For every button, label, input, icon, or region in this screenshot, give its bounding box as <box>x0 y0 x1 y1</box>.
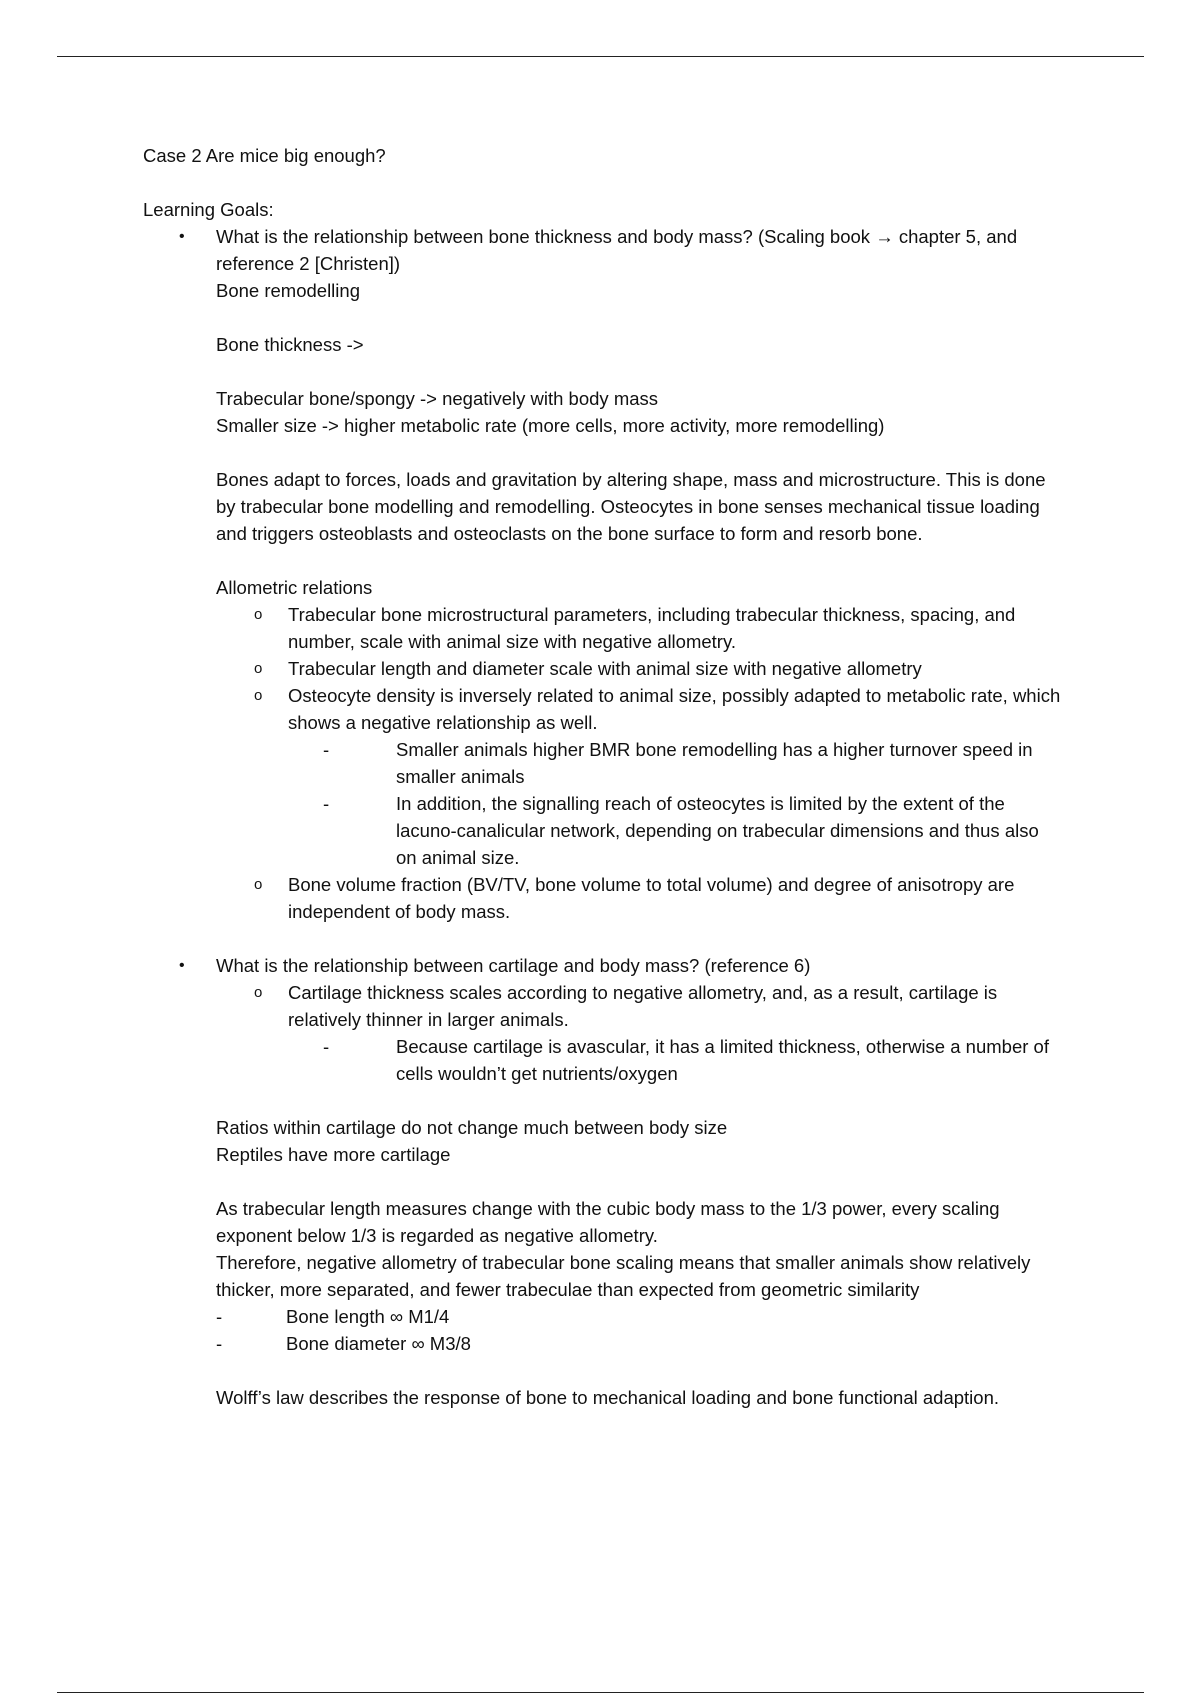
sub-list-item-text: Because cartilage is avascular, it has a limited thickness, otherwise a number of cells wouldn’t get nutrients/oxygen <box>396 1036 1049 1084</box>
list-item <box>143 682 1063 736</box>
goal-item <box>143 952 1063 979</box>
list-item <box>143 655 1063 682</box>
paragraph: Therefore, negative allometry of trabecular bone scaling means that smaller animals show relatively thicker, more separated, and fewer trabeculae than expected from geometric similarity <box>216 1252 1031 1300</box>
bullet-icon: • <box>179 228 185 245</box>
list-item <box>143 979 1063 1033</box>
paragraph: As trabecular length measures change with the cubic body mass to the 1/3 power, every scaling exponent below 1/3 is regarded as negative allometry. <box>216 1198 1000 1246</box>
list-item-text: Cartilage thickness scales according to negative allometry, and, as a result, cartilage is relatively thinner in larger animals. <box>288 982 998 1030</box>
circle-bullet-icon: o <box>254 876 263 893</box>
goal-text: What is the relationship between bone thickness and body mass? (Scaling book → chapter 5, and reference 2 [Christen]) <box>216 226 1018 274</box>
learning-goals-label: Learning Goals: <box>143 199 274 220</box>
list-item <box>143 601 1063 655</box>
note-line: Bone thickness -> <box>216 334 364 355</box>
bullet-icon: • <box>179 957 185 974</box>
circle-bullet-icon: o <box>254 660 263 677</box>
paragraph: Bones adapt to forces, loads and gravitation by altering shape, mass and microstructure. This is done by trabecular bone modelling and remodelling. Osteocytes in bone senses mechanical tissue loading and triggers osteoblasts and osteoclasts on the bone surface to form and resorb bone. <box>216 469 1046 544</box>
dash-bullet-icon: - <box>216 1306 223 1327</box>
sub-list-item <box>143 790 1063 871</box>
circle-bullet-icon: o <box>254 687 263 704</box>
header-rule <box>57 56 1144 57</box>
dash-bullet-icon: - <box>323 739 330 760</box>
formula-item <box>143 1303 1063 1330</box>
dash-bullet-icon: - <box>216 1333 223 1354</box>
formula-item <box>143 1330 1063 1357</box>
note-line: Ratios within cartilage do not change much between body size <box>216 1117 728 1138</box>
list-item-text: Bone volume fraction (BV/TV, bone volume to total volume) and degree of anisotropy are independent of body mass. <box>288 874 1015 922</box>
subheading: Allometric relations <box>216 577 373 598</box>
circle-bullet-icon: o <box>254 984 263 1001</box>
list-item-text: Trabecular bone microstructural parameters, including trabecular thickness, spacing, and number, scale with animal size with negative allometry. <box>288 604 1016 652</box>
document-body <box>143 142 1063 1411</box>
sub-list-item-text: In addition, the signalling reach of osteocytes is limited by the extent of the lacuno-canalicular network, depending on trabecular dimensions and thus also on animal size. <box>396 793 1039 868</box>
sub-list-item <box>143 1033 1063 1087</box>
goal-item <box>143 223 1063 277</box>
doc-title: Case 2 Are mice big enough? <box>143 145 386 166</box>
paragraph: Wolff’s law describes the response of bone to mechanical loading and bone functional adaption. <box>216 1387 999 1408</box>
dash-bullet-icon: - <box>323 793 330 814</box>
formula-text: Bone length ∞ M1/4 <box>286 1306 450 1327</box>
footer-rule <box>57 1692 1144 1693</box>
sub-list-item <box>143 736 1063 790</box>
note-line: Trabecular bone/spongy -> negatively with body mass <box>216 388 659 409</box>
note-line: Reptiles have more cartilage <box>216 1144 451 1165</box>
list-item-text: Osteocyte density is inversely related to animal size, possibly adapted to metabolic rate, which shows a negative relationship as well. <box>288 685 1061 733</box>
dash-bullet-icon: - <box>323 1036 330 1057</box>
sub-list-item-text: Smaller animals higher BMR bone remodelling has a higher turnover speed in smaller animals <box>396 739 1033 787</box>
note-line: Smaller size -> higher metabolic rate (more cells, more activity, more remodelling) <box>216 415 885 436</box>
goal-text: What is the relationship between cartilage and body mass? (reference 6) <box>216 955 811 976</box>
list-item <box>143 871 1063 925</box>
formula-text: Bone diameter ∞ M3/8 <box>286 1333 471 1354</box>
circle-bullet-icon: o <box>254 606 263 623</box>
note-line: Bone remodelling <box>216 280 360 301</box>
list-item-text: Trabecular length and diameter scale with animal size with negative allometry <box>288 658 922 679</box>
